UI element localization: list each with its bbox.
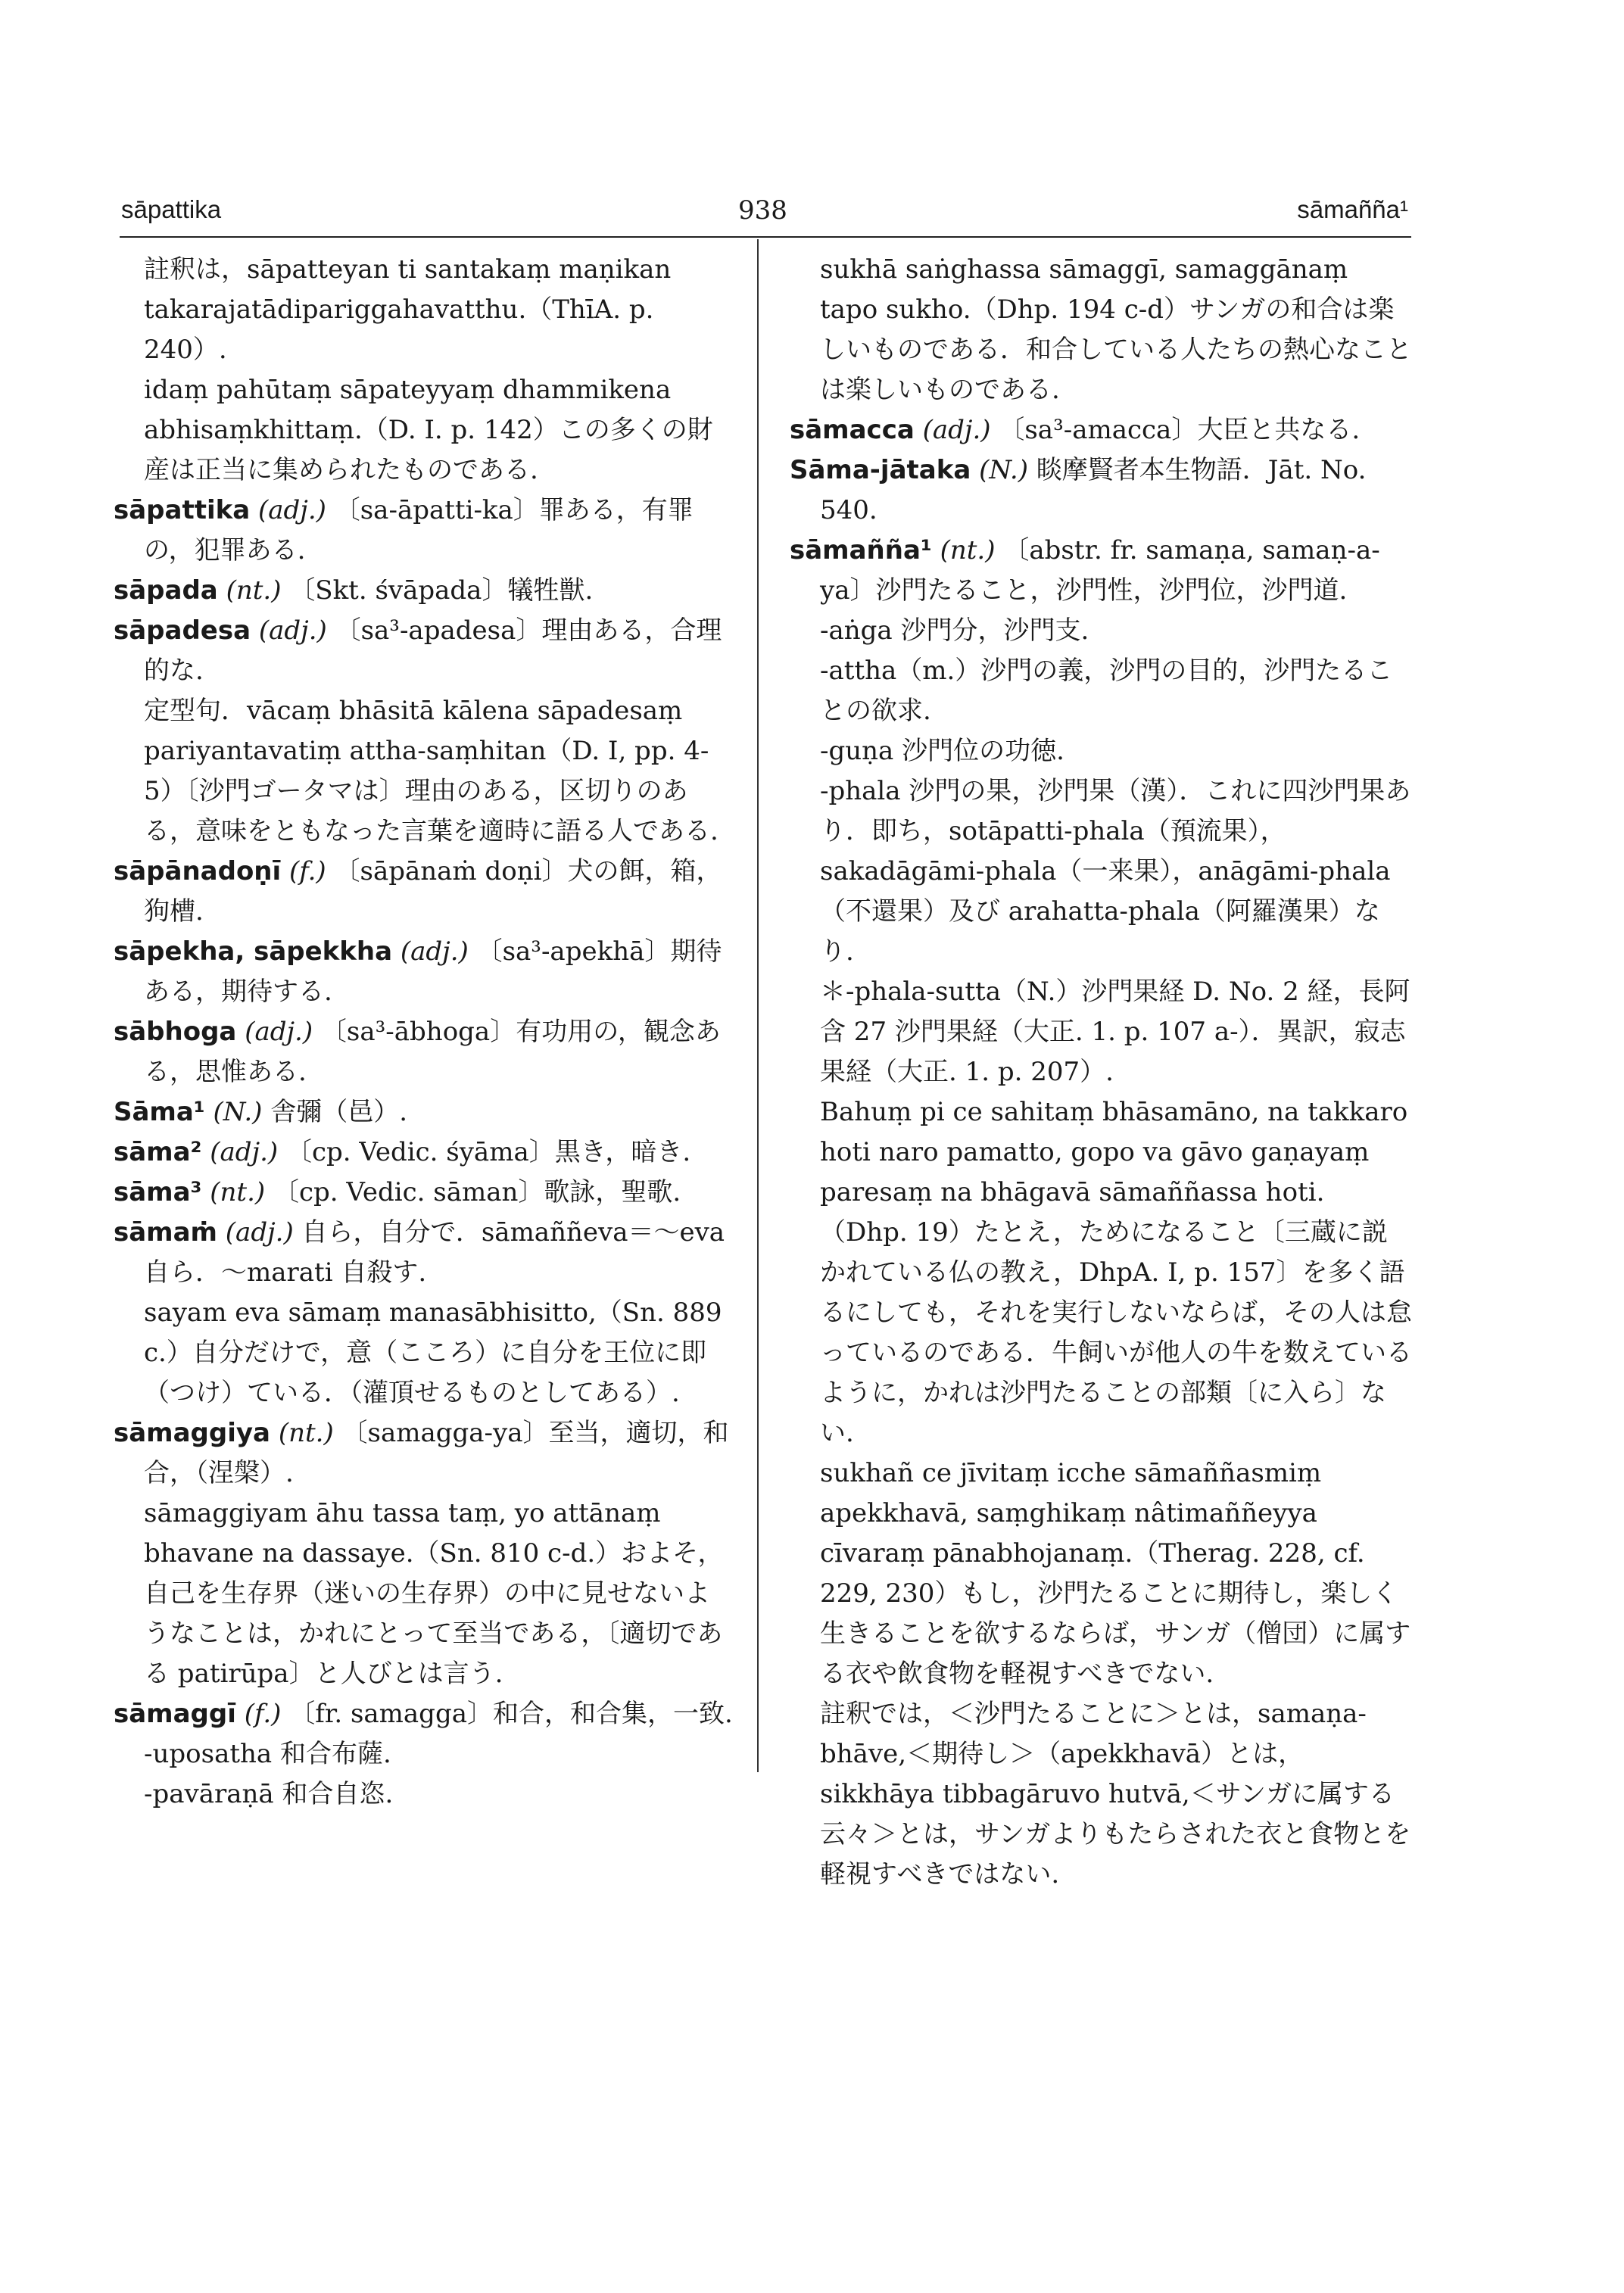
example-text: -uposatha 和合布薩. (144, 1739, 391, 1769)
example-text: idaṃ pahūtaṃ sāpateyyaṃ dhammikena abhisaṃkhittaṃ.（D. I. p. 142）この多くの財産は正当に集められたものである. (144, 375, 713, 485)
entry-definition: 〔samagga-ya〕至当，適切，和合，（涅槃）. (144, 1418, 729, 1488)
right-column (790, 250, 1412, 1895)
continued-text: sukhā saṅghassa sāmaggī, samaggānaṃ tapo sukho.（Dhp. 194 c-d）サンガの和合は楽しいものである．和合している人たちの熱心なことは楽しいものである. (820, 254, 1412, 405)
grammar-label: (N.) (979, 455, 1028, 485)
page-number: 938 (738, 195, 787, 226)
dictionary-entry (114, 571, 734, 611)
example-text: 定型句．vācaṃ bhāsitā kālena sāpadesaṃ pariyantavatiṃ attha-saṃhitan（D. I, pp. 4-5）〔沙門ゴータマは〕理由のある，区切りのある，意味をともなった言葉を適時に語る人である. (144, 696, 718, 846)
entry-definition: 〔sa³-apekhā〕期待ある，期待する. (144, 936, 722, 1007)
column-divider (757, 239, 759, 1772)
dictionary-entry (114, 1092, 734, 1132)
grammar-label: (nt.) (278, 1418, 334, 1448)
entry-definition: 〔fr. samagga〕和合，和合集，一致. (289, 1699, 733, 1729)
grammar-label: (f.) (244, 1699, 282, 1729)
headword: sāmaṁ (114, 1217, 217, 1248)
grammar-label: (adj.) (225, 1217, 294, 1248)
example-text: ＊-phala-sutta（N.）沙門果経 D. No. 2 経，長阿含 27 沙門果経（大正. 1. p. 107 a-）．異訳，寂志果経（大正. 1. p. 207）. (820, 977, 1410, 1087)
entry-definition: 〔abstr. fr. samaṇa, samaṇ-a-ya〕沙門たること，沙門性，沙門位，沙門道. (820, 535, 1380, 606)
headword: sāpattika (114, 495, 251, 525)
dictionary-entry (790, 531, 1412, 611)
example-text: -attha（m.）沙門の義，沙門の目的，沙門たることの欲求. (820, 656, 1393, 726)
dictionary-entry (114, 1173, 734, 1213)
entry-definition: 〔cp. Vedic. sāman〕歌詠，聖歌. (273, 1177, 681, 1207)
entry-definition: 〔Skt. śvāpada〕犠牲獣. (289, 575, 594, 606)
entry-definition: 自ら，自分で．sāmaññeva＝〜eva 自ら．〜marati 自殺す. (144, 1217, 725, 1288)
dictionary-entry (790, 410, 1412, 450)
grammar-label: (adj.) (922, 415, 991, 445)
continued-text: 註釈は，sāpatteyan ti santakaṃ maṇikan takarajatādipariggahavatthu.（ThīA. p. 240）. (144, 254, 672, 365)
headword: sāma² (114, 1137, 202, 1167)
example-text: -aṅga 沙門分，沙門支. (820, 615, 1089, 646)
headword: sāma³ (114, 1177, 202, 1207)
grammar-label: (nt.) (940, 535, 996, 565)
page-header (121, 195, 1408, 233)
example-text: -guṇa 沙門位の功徳. (820, 736, 1064, 766)
headword: sāmañña¹ (790, 535, 932, 565)
entry-definition: 〔sa³-ābhoga〕有功用の，観念ある，思惟ある. (144, 1017, 721, 1087)
example-text: 註釈では，＜沙門たることに＞とは，samaṇa-bhāve,＜期待し＞（apekkhavā）とは，sikkhāya tibbagāruvo hutvā,＜サンガに属する云々＞とは，サンガよりもたらされた衣と食物とを軽視すべきではない. (820, 1699, 1411, 1890)
grammar-label: (N.) (213, 1097, 263, 1127)
example-text: -pavāraṇā 和合自恣. (144, 1779, 394, 1809)
dictionary-entry (114, 611, 734, 691)
dictionary-entry (114, 1132, 734, 1173)
headword: Sāma-jātaka (790, 455, 971, 485)
headword: sāmacca (790, 415, 915, 445)
headword: Sāma¹ (114, 1097, 205, 1127)
grammar-label: (f.) (288, 856, 326, 886)
grammar-label: (adj.) (245, 1017, 313, 1047)
headword: sābhoga (114, 1017, 237, 1047)
entry-definition: 舎彌（邑）. (270, 1097, 408, 1127)
grammar-label: (adj.) (400, 936, 469, 967)
running-head-left: sāpattika (121, 195, 222, 223)
dictionary-entry (114, 1694, 734, 1734)
example-text: sukhañ ce jīvitaṃ icche sāmaññasmiṃ apekkhavā, saṃghikaṃ nâtimaññeyya cīvaraṃ pānabhojanaṃ.（Therag. 228, cf. 229, 230）もし，沙門たることに期待し，楽しく生きることを欲するならば，サンガ（僧団）に属する衣や飲食物を軽視すべきでない. (820, 1458, 1411, 1689)
headword: sāmaggiya (114, 1418, 270, 1448)
running-head-right: sāmañña¹ (1297, 195, 1408, 223)
entry-definition: 〔cp. Vedic. śyāma〕黒き，暗き. (286, 1137, 691, 1167)
dictionary-entry (114, 491, 734, 571)
left-column (114, 250, 734, 1815)
grammar-label: (adj.) (258, 615, 327, 646)
grammar-label: (adj.) (210, 1137, 279, 1167)
example-text: sāmaggiyam āhu tassa taṃ, yo attānaṃ bhavane na dassaye.（Sn. 810 c-d.）およそ，自己を生存界（迷いの生存界）の中に見せないようなことは，かれにとって至当である，〔適切である patirūpa〕と人びとは言う. (144, 1498, 724, 1689)
dictionary-entry (114, 932, 734, 1012)
example-text: -phala 沙門の果，沙門果（漢）．これに四沙門果あり．即ち，sotāpatti-phala（預流果），sakadāgāmi-phala（一来果），anāgāmi-phala（不還果）及び arahatta-phala（阿羅漢果）なり. (820, 776, 1411, 967)
dictionary-entry (114, 1012, 734, 1092)
headword: sāpadesa (114, 615, 251, 646)
grammar-label: (nt.) (210, 1177, 266, 1207)
header-rule (120, 236, 1411, 238)
headword: sāpada (114, 575, 218, 606)
dictionary-entry (790, 450, 1412, 531)
grammar-label: (nt.) (226, 575, 282, 606)
entry-definition: 〔sāpānaṁ doṇi〕犬の餌，箱，狗槽. (144, 856, 722, 927)
example-text: Bahuṃ pi ce sahitaṃ bhāsamāno, na takkaro hoti naro pamatto, gopo va gāvo gaṇayaṃ paresaṃ na bhāgavā sāmaññassa hoti.（Dhp. 19）たとえ，ためになること〔三蔵に説かれている仏の教え，DhpA. I, p. 157〕を多く語るにしても，それを実行しないならば，その人は怠っているのである．牛飼いが他人の牛を数えているように，かれは沙門たることの部類〔に入ら〕ない. (820, 1097, 1412, 1448)
dictionary-entry (114, 852, 734, 932)
dictionary-entry (114, 1413, 734, 1494)
entry-definition: 〔sa³-amacca〕大臣と共なる. (999, 415, 1361, 445)
grammar-label: (adj.) (258, 495, 326, 525)
headword: sāmaggī (114, 1699, 236, 1729)
example-text: sayam eva sāmaṃ manasābhisitto,（Sn. 889 c.）自分だけで，意（こころ）に自分を王位に即（つけ）ている．（灌頂せるものとしてある）. (144, 1298, 722, 1408)
headword: sāpānadoṇī (114, 856, 282, 886)
entry-definition: 睒摩賢者本生物語．Jāt. No. 540. (820, 455, 1367, 525)
headword: sāpekha, sāpekkha (114, 936, 393, 967)
entry-definition: 〔sa³-apadesa〕理由ある，合理的な. (144, 615, 722, 686)
dictionary-entry (114, 1213, 734, 1293)
entry-definition: 〔sa-āpatti-ka〕罪ある，有罪の，犯罪ある. (144, 495, 694, 565)
